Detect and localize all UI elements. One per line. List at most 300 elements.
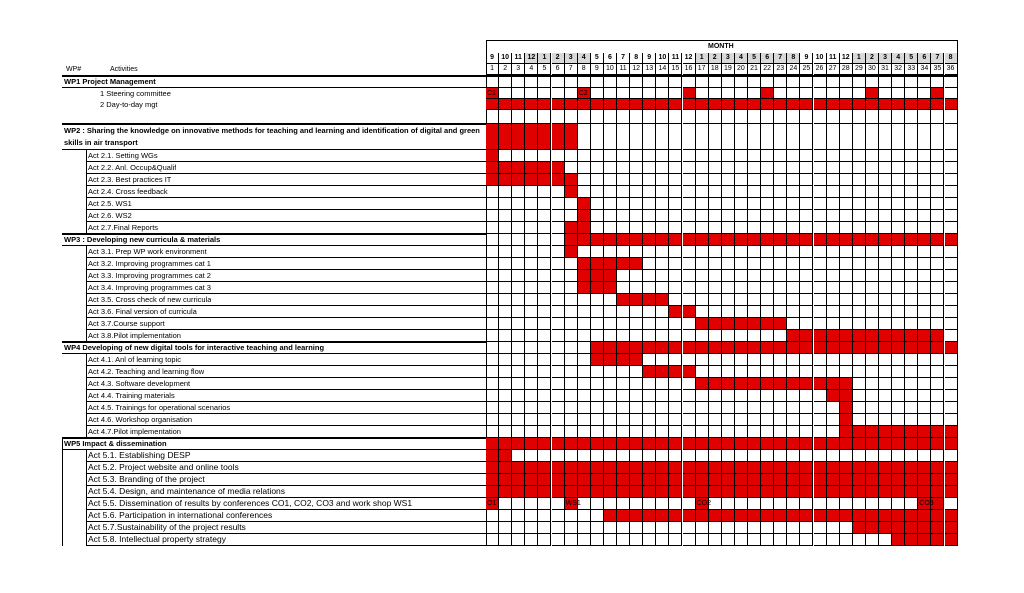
gantt-cell <box>578 246 591 258</box>
gantt-cell <box>552 426 565 438</box>
gantt-bar-cell <box>840 390 853 402</box>
gantt-cell <box>905 294 918 306</box>
gantt-bar-cell <box>931 510 944 522</box>
gantt-cell <box>525 522 538 534</box>
gantt-cell <box>538 270 551 282</box>
gantt-cell <box>735 450 748 462</box>
gantt-bar-cell <box>525 438 538 450</box>
gantt-cell <box>512 246 525 258</box>
gantt-cell <box>840 498 853 510</box>
gantt-bar-cell <box>892 510 905 522</box>
gantt-cell <box>905 318 918 330</box>
gantt-cell <box>683 150 696 162</box>
gantt-cell <box>918 186 931 198</box>
gantt-cell <box>578 390 591 402</box>
gantt-cell <box>669 150 682 162</box>
gantt-cell <box>578 522 591 534</box>
gantt-bar-cell <box>538 438 551 450</box>
gantt-cell <box>761 162 774 174</box>
gantt-cell <box>643 426 656 438</box>
gantt-cell <box>499 330 512 342</box>
gantt-cell <box>617 198 630 210</box>
gantt-cell <box>945 174 958 186</box>
gantt-cell <box>486 270 499 282</box>
gantt-cell <box>918 354 931 366</box>
gantt-cell <box>774 390 787 402</box>
gantt-cell <box>840 270 853 282</box>
gantt-bar-cell <box>709 234 722 246</box>
gantt-bar-cell <box>669 342 682 354</box>
calendar-month-cell: 5 <box>905 53 918 64</box>
act-left-border <box>86 510 87 522</box>
gantt-cell <box>735 402 748 414</box>
gantt-cell <box>538 282 551 294</box>
activity-row <box>0 99 1024 110</box>
gantt-cell <box>761 124 774 150</box>
gantt-cell <box>683 110 696 124</box>
gantt-bar-cell <box>630 462 643 474</box>
gantt-cell <box>722 198 735 210</box>
gantt-cell <box>761 354 774 366</box>
gantt-bar-cell <box>722 474 735 486</box>
gantt-cell <box>879 198 892 210</box>
project-month-cell: 26 <box>814 64 827 75</box>
gantt-cell <box>827 306 840 318</box>
gantt-bar-cell <box>656 342 669 354</box>
gantt-cell <box>945 198 958 210</box>
gantt-cell <box>945 150 958 162</box>
gantt-cell <box>945 354 958 366</box>
gantt-cell <box>630 306 643 318</box>
gantt-bar-cell <box>722 462 735 474</box>
gantt-cell <box>748 124 761 150</box>
gantt-cell <box>748 76 761 88</box>
gantt-cell <box>578 186 591 198</box>
gantt-bar-cell <box>735 318 748 330</box>
gantt-cell <box>512 342 525 354</box>
gantt-cell <box>931 378 944 390</box>
gantt-cell <box>892 174 905 186</box>
gantt-bar-cell <box>840 414 853 426</box>
gantt-cell <box>814 110 827 124</box>
gantt-bar-cell <box>643 342 656 354</box>
gantt-bar-cell <box>800 438 813 450</box>
row-label: Act 5.8. Intellectual property strategy <box>88 534 226 544</box>
gantt-cell <box>709 88 722 99</box>
gantt-cell <box>552 402 565 414</box>
gantt-cell <box>669 426 682 438</box>
gantt-bar-cell <box>525 124 538 150</box>
gantt-cell <box>800 294 813 306</box>
gantt-cell <box>486 282 499 294</box>
gantt-cell <box>538 110 551 124</box>
gantt-bar-cell <box>578 198 591 210</box>
gantt-cell <box>591 366 604 378</box>
gantt-cell <box>774 498 787 510</box>
gantt-bar-cell <box>840 510 853 522</box>
gantt-bar-cell <box>643 510 656 522</box>
activity-row <box>0 210 1024 222</box>
calendar-month-cell: 3 <box>879 53 892 64</box>
gantt-cell <box>787 222 800 234</box>
gantt-bar-cell <box>683 99 696 110</box>
gantt-cell <box>552 234 565 246</box>
gantt-cell <box>905 150 918 162</box>
gantt-cell <box>656 246 669 258</box>
gantt-bar-cell <box>683 510 696 522</box>
gantt-cell <box>722 246 735 258</box>
gantt-bar-cell <box>866 234 879 246</box>
gantt-bar-cell <box>853 438 866 450</box>
gantt-bar-cell <box>827 234 840 246</box>
gantt-cell <box>748 174 761 186</box>
gantt-bar-cell <box>552 438 565 450</box>
gantt-bar-cell <box>696 378 709 390</box>
gantt-bar-cell <box>905 426 918 438</box>
gantt-cell <box>853 110 866 124</box>
gantt-cell <box>787 124 800 150</box>
gantt-cell <box>525 76 538 88</box>
gantt-cell <box>866 402 879 414</box>
gantt-cell <box>552 150 565 162</box>
gantt-bar-cell <box>696 234 709 246</box>
gantt-cell <box>525 498 538 510</box>
gantt-bar-cell <box>774 474 787 486</box>
row-label: Act 5.1. Establishing DESP <box>88 450 191 460</box>
gantt-cell <box>931 294 944 306</box>
gantt-cell <box>931 162 944 174</box>
gantt-cell <box>617 270 630 282</box>
gantt-cell <box>591 186 604 198</box>
gantt-bar-cell <box>945 438 958 450</box>
gantt-cell <box>761 210 774 222</box>
gantt-cell <box>696 222 709 234</box>
gantt-bar-cell <box>565 462 578 474</box>
gantt-cell <box>591 174 604 186</box>
gantt-cell <box>604 246 617 258</box>
gantt-cell <box>709 222 722 234</box>
gantt-cell <box>905 258 918 270</box>
gantt-bar-cell <box>538 162 551 174</box>
gantt-bar-cell <box>774 438 787 450</box>
activity-row <box>0 258 1024 270</box>
calendar-month-cell: 1 <box>538 53 551 64</box>
gantt-bar-cell <box>538 462 551 474</box>
gantt-bar-cell <box>617 342 630 354</box>
gantt-bar-cell <box>879 510 892 522</box>
gantt-cell <box>722 306 735 318</box>
gantt-cell <box>617 498 630 510</box>
gantt-cell <box>512 186 525 198</box>
gantt-bar-cell <box>853 510 866 522</box>
gantt-bar-cell <box>918 474 931 486</box>
gantt-cell <box>630 198 643 210</box>
gantt-cell <box>630 402 643 414</box>
gantt-bar-cell <box>866 474 879 486</box>
gantt-cell <box>761 258 774 270</box>
gantt-bar-cell <box>787 330 800 342</box>
gantt-bar-cell <box>525 162 538 174</box>
act-left-border <box>86 150 87 162</box>
gantt-cell <box>840 162 853 174</box>
gantt-bar-cell <box>722 378 735 390</box>
gantt-cell <box>525 342 538 354</box>
gantt-cell <box>709 210 722 222</box>
gantt-bar-cell <box>814 438 827 450</box>
gantt-cell <box>630 76 643 88</box>
gantt-bar-cell <box>565 174 578 186</box>
project-month-cell: 36 <box>945 64 958 75</box>
gantt-bar-cell <box>669 99 682 110</box>
gantt-cell <box>656 162 669 174</box>
gantt-cell <box>918 270 931 282</box>
gantt-cell <box>827 76 840 88</box>
gantt-bar-cell <box>617 234 630 246</box>
gantt-bar-cell <box>814 330 827 342</box>
gantt-bar-cell <box>918 438 931 450</box>
gantt-cell <box>866 294 879 306</box>
workpackage-row <box>0 76 1024 88</box>
gantt-cell <box>643 414 656 426</box>
gantt-cell <box>931 318 944 330</box>
gantt-bar-cell <box>604 234 617 246</box>
gantt-bar-cell <box>538 474 551 486</box>
gantt-cell <box>499 110 512 124</box>
gantt-cell <box>552 210 565 222</box>
gantt-bar-cell <box>918 234 931 246</box>
gantt-cell <box>669 390 682 402</box>
gantt-cell <box>591 222 604 234</box>
gantt-cell <box>945 318 958 330</box>
wp5-left-border <box>62 474 63 486</box>
gantt-cell <box>604 306 617 318</box>
gantt-cell <box>630 366 643 378</box>
gantt-cell <box>512 222 525 234</box>
gantt-bar-cell <box>761 462 774 474</box>
gantt-cell <box>643 124 656 150</box>
gantt-cell <box>866 390 879 402</box>
gantt-cell <box>669 198 682 210</box>
gantt-cell <box>578 378 591 390</box>
gantt-bar-cell <box>512 162 525 174</box>
gantt-cell <box>604 414 617 426</box>
gantt-bar-cell <box>643 462 656 474</box>
gantt-bar-cell <box>643 234 656 246</box>
gantt-bar-cell <box>722 438 735 450</box>
gantt-cell <box>748 534 761 546</box>
gantt-cell <box>735 222 748 234</box>
gantt-cell <box>787 522 800 534</box>
gantt-cell <box>800 522 813 534</box>
gantt-bar-cell <box>617 99 630 110</box>
gantt-cell <box>892 294 905 306</box>
gantt-bar-cell <box>892 462 905 474</box>
gantt-bar-cell <box>696 318 709 330</box>
gantt-cell <box>486 402 499 414</box>
gantt-cell <box>525 390 538 402</box>
gantt-cell <box>945 294 958 306</box>
gantt-cell <box>538 534 551 546</box>
gantt-cell <box>879 124 892 150</box>
calendar-month-cell: 11 <box>669 53 682 64</box>
row-label: Act 3.8.Pilot implementation <box>88 331 181 340</box>
gantt-bar-cell <box>565 246 578 258</box>
gantt-cell <box>525 414 538 426</box>
gantt-bar-cell <box>840 486 853 498</box>
gantt-bar-cell <box>853 462 866 474</box>
gantt-cell <box>604 162 617 174</box>
gantt-bar-cell <box>630 474 643 486</box>
gantt-bar-cell <box>656 234 669 246</box>
row-label: Act 5.2. Project website and online tools <box>88 462 239 472</box>
gantt-bar-cell <box>709 510 722 522</box>
project-month-cell: 10 <box>604 64 617 75</box>
gantt-cell <box>552 414 565 426</box>
gantt-cell <box>538 294 551 306</box>
gantt-cell <box>538 246 551 258</box>
gantt-cell <box>931 402 944 414</box>
gantt-cell <box>761 198 774 210</box>
gantt-cell <box>565 294 578 306</box>
gantt-cell <box>787 246 800 258</box>
row-label: WP3 : Developing new curricula & materials <box>64 235 221 244</box>
gantt-cell <box>604 88 617 99</box>
gantt-bar-cell <box>499 124 512 150</box>
gantt-cell <box>512 390 525 402</box>
gantt-cell <box>683 162 696 174</box>
gantt-cell <box>905 222 918 234</box>
gantt-bar-cell <box>892 486 905 498</box>
gantt-cell <box>669 246 682 258</box>
gantt-cell <box>499 354 512 366</box>
gantt-cell <box>840 534 853 546</box>
gantt-bar-cell <box>905 486 918 498</box>
gantt-cell <box>800 124 813 150</box>
gantt-cell <box>499 402 512 414</box>
gantt-cell <box>748 258 761 270</box>
grid-right-border <box>957 40 958 53</box>
gantt-bar-cell <box>604 486 617 498</box>
gantt-bar-cell <box>787 510 800 522</box>
project-month-cell: 11 <box>617 64 630 75</box>
gantt-cell <box>774 174 787 186</box>
gantt-cell <box>578 330 591 342</box>
gantt-bar-cell <box>617 462 630 474</box>
gantt-bar-cell <box>748 462 761 474</box>
gantt-cell <box>722 88 735 99</box>
gantt-bar-cell <box>774 510 787 522</box>
gantt-bar-cell <box>486 124 499 150</box>
gantt-cell <box>853 366 866 378</box>
gantt-cell <box>735 258 748 270</box>
gantt-cell <box>499 366 512 378</box>
gantt-cell <box>840 306 853 318</box>
gantt-cell <box>512 210 525 222</box>
gantt-cell <box>905 378 918 390</box>
gantt-bar-cell <box>735 510 748 522</box>
gantt-cell <box>853 270 866 282</box>
act-left-border <box>86 318 87 330</box>
gantt-cell <box>735 354 748 366</box>
gantt-bar-cell <box>931 330 944 342</box>
gantt-cell <box>643 246 656 258</box>
activity-row <box>0 462 1024 474</box>
gantt-bar-cell <box>787 438 800 450</box>
gantt-cell <box>499 498 512 510</box>
gantt-cell <box>853 294 866 306</box>
act-left-border <box>86 282 87 294</box>
gantt-cell <box>827 258 840 270</box>
gantt-cell <box>787 258 800 270</box>
row-label: 1 Steering committee <box>100 89 171 98</box>
gantt-cell <box>696 366 709 378</box>
gantt-cell <box>643 210 656 222</box>
gantt-cell <box>853 318 866 330</box>
activity-row <box>0 510 1024 522</box>
gantt-cell <box>735 246 748 258</box>
calendar-month-cell: 12 <box>840 53 853 64</box>
gantt-cell <box>748 88 761 99</box>
gantt-cell <box>735 124 748 150</box>
project-month-cell: 17 <box>696 64 709 75</box>
gantt-cell <box>879 318 892 330</box>
gantt-cell <box>814 222 827 234</box>
gantt-cell <box>643 390 656 402</box>
gantt-cell <box>931 258 944 270</box>
gantt-cell <box>892 246 905 258</box>
gantt-bar-cell <box>748 318 761 330</box>
gantt-cell <box>945 378 958 390</box>
gantt-cell <box>814 270 827 282</box>
gantt-bar-cell <box>918 342 931 354</box>
gantt-cell <box>538 258 551 270</box>
gantt-cell <box>591 294 604 306</box>
activity-row <box>0 270 1024 282</box>
gantt-cell <box>814 124 827 150</box>
gantt-cell <box>840 88 853 99</box>
gantt-cell <box>761 174 774 186</box>
gantt-cell <box>774 402 787 414</box>
gantt-bar-cell <box>853 426 866 438</box>
gantt-cell <box>840 174 853 186</box>
project-month-cell: 20 <box>735 64 748 75</box>
row-label: Act 3.1. Prep WP work environment <box>88 247 207 256</box>
gantt-cell <box>931 198 944 210</box>
gantt-cell <box>945 414 958 426</box>
gantt-bar-cell <box>696 99 709 110</box>
gantt-cell <box>643 354 656 366</box>
gantt-cell <box>486 534 499 546</box>
gantt-bar-cell <box>774 318 787 330</box>
gantt-bar-cell <box>669 438 682 450</box>
gantt-cell <box>525 402 538 414</box>
gantt-cell <box>774 534 787 546</box>
project-month-cell: 34 <box>918 64 931 75</box>
gantt-bar-cell <box>683 306 696 318</box>
gantt-cell <box>945 246 958 258</box>
gantt-cell <box>669 294 682 306</box>
gantt-cell <box>866 110 879 124</box>
gantt-cell <box>525 246 538 258</box>
calendar-month-cell: 2 <box>709 53 722 64</box>
gantt-bar-cell <box>486 162 499 174</box>
gantt-cell <box>800 534 813 546</box>
gantt-cell <box>617 402 630 414</box>
row-label: Act 2.6. WS2 <box>88 211 132 220</box>
gantt-cell <box>512 534 525 546</box>
gantt-bar-cell <box>617 474 630 486</box>
gantt-cell <box>578 354 591 366</box>
